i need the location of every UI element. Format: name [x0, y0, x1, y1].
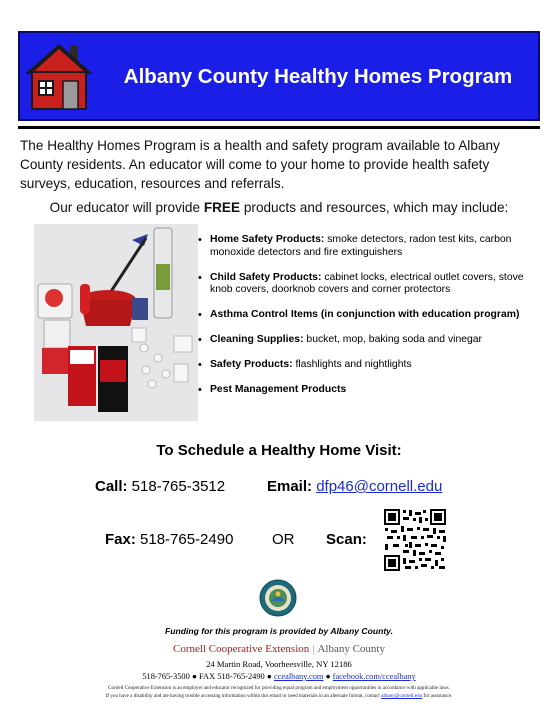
program-banner [18, 31, 540, 121]
funding-note: Funding for this program is provided by Albany County. [164, 626, 394, 636]
list-item-text: bucket, mop, baking soda and vinegar [303, 334, 483, 346]
call-number: 518-765-3512 [127, 478, 226, 495]
cce-separator: | [312, 643, 315, 655]
list-item [200, 272, 540, 297]
list-item-heading: Safety Products: [210, 359, 293, 371]
list-item [200, 359, 540, 372]
email-label: Email: [267, 478, 313, 495]
list-item [200, 384, 540, 397]
contact-line [18, 672, 540, 681]
list-item [200, 309, 540, 322]
banner-title: Albany County Healthy Homes Program [123, 65, 513, 88]
email-line [267, 478, 442, 495]
scan-label: Scan: [326, 531, 367, 548]
intro-paragraph: The Healthy Homes Program is a health and safety program available to Albany County residents. An educator will come to your home to provide health safety surveys, education, resources and referrals. [20, 138, 500, 191]
list-item-heading: Asthma Control Items (in conjunction with education program) [210, 309, 520, 321]
free-emphasis: FREE [203, 200, 241, 215]
provide-text-start: Our educator will provide [49, 200, 204, 215]
list-item-heading: Child Safety Products: [210, 271, 322, 283]
or-text: OR [272, 531, 295, 548]
divider [18, 126, 540, 129]
list-item-heading: Pest Management Products [210, 384, 347, 396]
cce-name: Cornell Cooperative Extension [173, 643, 310, 655]
schedule-heading: To Schedule a Healthy Home Visit: [156, 442, 402, 459]
list-item [200, 334, 540, 347]
county-seal-icon [259, 579, 297, 617]
qr-code-icon[interactable] [383, 508, 447, 572]
address: 24 Martin Road, Voorheesville, NY 12186 [206, 659, 352, 669]
facebook-link[interactable]: facebook.com/ccealbany [332, 672, 416, 681]
list-item-text: flashlights and nightlights [292, 359, 412, 371]
disclaimer-text: If you have a disability and are having trouble accessing information within this email or need materials in an alternate format, contact [105, 693, 382, 699]
call-label: Call: [95, 478, 128, 495]
disclaimer-text-end: for assistance. [422, 693, 453, 699]
provide-statement [18, 200, 540, 215]
list-item [200, 234, 540, 259]
cce-county: Albany County [317, 643, 385, 655]
products-photo [34, 224, 198, 421]
email-link[interactable]: dfp46@cornell.edu [316, 478, 443, 495]
disclaimer-email-link[interactable]: albany@cornell.edu [381, 693, 423, 699]
fax-line [105, 531, 233, 548]
disclaimer-line-2 [18, 693, 540, 699]
cce-logo-text [18, 643, 540, 655]
list-item-text: smoke detectors, radon test kits, carbon monoxide detectors and fire extinguishers [210, 234, 512, 258]
website-link[interactable]: ccealbany.com [273, 672, 324, 681]
phone-fax: 518-765-3500 ● FAX 518-765-2490 ● [142, 672, 274, 681]
provide-text-end: products and resources, which may include: [240, 200, 509, 215]
call-line [95, 478, 225, 495]
list-item-text: cabinet locks, electrical outlet covers, stove knob covers, doorknob covers and corner protectors [210, 271, 524, 296]
fax-label: Fax: [105, 531, 136, 548]
list-item-heading: Home Safety Products: [210, 234, 325, 245]
disclaimer-line-1: Cornell Cooperative Extension is an employer and educator recognized for providing equal program and employment opportunities in accordance with applicable laws. [108, 685, 450, 691]
fax-number: 518-765-2490 [135, 531, 234, 548]
product-list [200, 234, 540, 409]
contact-separator: ● [323, 672, 333, 681]
house-icon [24, 41, 94, 111]
list-item-heading: Cleaning Supplies: [210, 334, 304, 346]
